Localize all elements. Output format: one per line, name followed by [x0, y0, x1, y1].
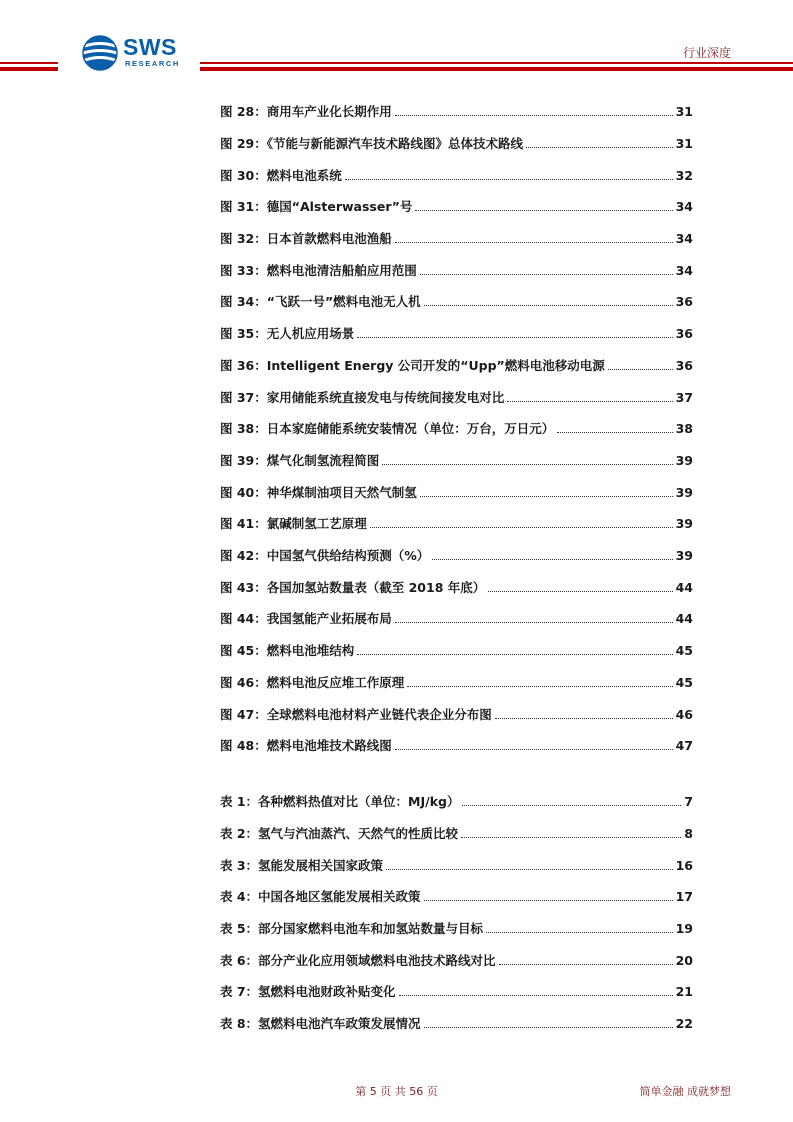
toc-entry-figure-48[interactable]	[220, 736, 693, 754]
dot-leader	[424, 305, 673, 306]
toc-entry-page: 36	[675, 294, 693, 309]
toc-entry-page: 34	[675, 231, 693, 246]
dot-leader	[382, 464, 672, 465]
toc-entry-page: 39	[675, 516, 693, 531]
toc-entry-figure-36[interactable]	[220, 356, 693, 374]
toc-entry-table-1[interactable]	[220, 792, 693, 810]
dot-leader	[357, 654, 672, 655]
toc-entry-page: 32	[675, 168, 693, 183]
dot-leader	[395, 622, 673, 623]
sws-globe-icon	[81, 33, 121, 73]
toc-entry-label: 图 39：煤气化制氢流程简图	[220, 453, 380, 468]
toc-entry-page: 47	[675, 738, 693, 753]
toc-entry-page: 39	[675, 485, 693, 500]
toc-entry-page: 39	[675, 453, 693, 468]
page-number: 第 5 页 共 56 页	[355, 1085, 438, 1098]
dot-leader	[395, 115, 673, 116]
toc-entry-page: 20	[675, 953, 693, 968]
dot-leader	[420, 274, 673, 275]
dot-leader	[432, 559, 672, 560]
toc-entry-figure-37[interactable]	[220, 388, 693, 406]
toc-entry-label: 图 46：燃料电池反应堆工作原理	[220, 675, 405, 690]
toc-entry-label: 表 8：氢燃料电池汽车政策发展情况	[220, 1016, 421, 1031]
header-rule-left	[0, 62, 58, 64]
dot-leader	[488, 591, 672, 592]
dot-leader	[486, 932, 673, 933]
toc-entry-page: 45	[675, 675, 693, 690]
dot-leader	[395, 242, 673, 243]
toc-entry-page: 45	[675, 643, 693, 658]
toc-entry-label: 表 3：氢能发展相关国家政策	[220, 858, 384, 873]
toc-entry-page: 7	[684, 794, 693, 809]
dot-leader	[370, 527, 673, 528]
toc-entry-label: 图 30：燃料电池系统	[220, 168, 342, 183]
dot-leader	[420, 496, 673, 497]
toc-entry-figure-29[interactable]	[220, 134, 693, 152]
toc-entry-table-3[interactable]	[220, 856, 693, 874]
dot-leader	[557, 432, 672, 433]
toc-entry-figure-28[interactable]	[220, 102, 693, 120]
toc-entry-label: 表 5：部分国家燃料电池车和加氢站数量与目标	[220, 921, 484, 936]
header-rule-right	[200, 62, 793, 64]
toc-entry-label: 图 31：德国“Alsterwasser”号	[220, 199, 413, 214]
toc-entry-figure-41[interactable]	[220, 514, 693, 532]
toc-entry-label: 图 44：我国氢能产业拓展布局	[220, 611, 392, 626]
toc-entry-page: 31	[675, 136, 693, 151]
toc-entry-page: 19	[675, 921, 693, 936]
toc-entry-page: 21	[675, 984, 693, 999]
dot-leader	[386, 869, 673, 870]
toc-entry-page: 44	[675, 580, 693, 595]
toc-entry-page: 46	[675, 707, 693, 722]
toc-entry-table-8[interactable]	[220, 1014, 693, 1032]
toc-entry-label: 表 1：各种燃料热值对比（单位：MJ/kg）	[220, 794, 460, 809]
toc-entry-page: 34	[675, 263, 693, 278]
toc-entry-page: 36	[675, 358, 693, 373]
dot-leader	[415, 210, 672, 211]
toc-entry-page: 37	[675, 390, 693, 405]
toc-entry-label: 表 7：氢燃料电池财政补贴变化	[220, 984, 396, 999]
toc-entry-figure-39[interactable]	[220, 451, 693, 469]
toc-entry-table-6[interactable]	[220, 951, 693, 969]
dot-leader	[462, 805, 681, 806]
toc-entry-figure-30[interactable]	[220, 166, 693, 184]
toc-entry-page: 36	[675, 326, 693, 341]
toc-entry-label: 图 42：中国氢气供给结构预测（%）	[220, 548, 430, 563]
toc-entry-label: 图 33：燃料电池清洁船舶应用范围	[220, 263, 417, 278]
toc-entry-figure-32[interactable]	[220, 229, 693, 247]
toc-entry-page: 17	[675, 889, 693, 904]
toc-entry-label: 图 45：燃料电池堆结构	[220, 643, 355, 658]
toc-entry-label: 图 47：全球燃料电池材料产业链代表企业分布图	[220, 707, 492, 722]
logo-subtext: RESEARCH	[125, 59, 180, 68]
toc-entry-page: 38	[675, 421, 693, 436]
toc-entry-label: 图 37：家用储能系统直接发电与传统间接发电对比	[220, 390, 505, 405]
dot-leader	[345, 179, 673, 180]
dot-leader	[495, 718, 673, 719]
dot-leader	[424, 900, 673, 901]
toc-entry-figure-34[interactable]	[220, 292, 693, 310]
toc-entry-label: 图 41：氯碱制氢工艺原理	[220, 516, 367, 531]
toc-entry-label: 图 32：日本首款燃料电池渔船	[220, 231, 392, 246]
toc-entry-page: 8	[684, 826, 693, 841]
toc-entry-page: 44	[675, 611, 693, 626]
toc-entry-label: 表 6：部分产业化应用领域燃料电池技术路线对比	[220, 953, 496, 968]
toc-entry-figure-42[interactable]	[220, 546, 693, 564]
dot-leader	[407, 686, 672, 687]
toc-entry-figure-45[interactable]	[220, 641, 693, 659]
dot-leader	[608, 369, 673, 370]
toc-entry-label: 表 4：中国各地区氢能发展相关政策	[220, 889, 421, 904]
toc-entry-label: 表 2：氢气与汽油蒸汽、天然气的性质比较	[220, 826, 459, 841]
dot-leader	[424, 1027, 673, 1028]
toc-entry-label: 图 29：《节能与新能源汽车技术路线图》总体技术路线	[220, 136, 523, 151]
toc-entry-table-4[interactable]	[220, 887, 693, 905]
toc-entry-figure-38[interactable]	[220, 419, 693, 437]
toc-entry-page: 31	[675, 104, 693, 119]
toc-entry-figure-43[interactable]	[220, 578, 693, 596]
dot-leader	[507, 401, 672, 402]
toc-entry-label: 图 38：日本家庭储能系统安装情况（单位：万台，万日元）	[220, 421, 555, 436]
logo-text: SWS	[123, 34, 177, 60]
dot-leader	[399, 995, 673, 996]
toc-entry-page: 39	[675, 548, 693, 563]
header-rule-left-thick	[0, 67, 58, 71]
toc-entry-figure-46[interactable]	[220, 673, 693, 691]
toc-entry-figure-44[interactable]	[220, 609, 693, 627]
dot-leader	[395, 749, 673, 750]
section-title: 行业深度	[682, 46, 731, 60]
toc-entry-label: 图 28：商用车产业化长期作用	[220, 104, 392, 119]
header-rule-right-thick	[200, 67, 793, 71]
toc-entry-table-5[interactable]	[220, 919, 693, 937]
toc-entry-label: 图 36：Intelligent Energy 公司开发的“Upp”燃料电池移动电源	[220, 358, 605, 373]
dot-leader	[526, 147, 673, 148]
toc-entry-figure-35[interactable]	[220, 324, 693, 342]
toc-entry-page: 16	[675, 858, 693, 873]
dot-leader	[357, 337, 672, 338]
footer-slogan: 简单金融 成就梦想	[639, 1085, 731, 1098]
dot-leader	[499, 964, 673, 965]
toc-entry-figure-47[interactable]	[220, 705, 693, 723]
toc-entry-page: 34	[675, 199, 693, 214]
sws-logo	[81, 33, 191, 73]
dot-leader	[461, 837, 681, 838]
toc-entry-label: 图 34：“飞跃一号”燃料电池无人机	[220, 294, 421, 309]
toc-entry-figure-31[interactable]	[220, 197, 693, 215]
toc-entry-label: 图 40：神华煤制油项目天然气制氢	[220, 485, 417, 500]
toc-entry-label: 图 48：燃料电池堆技术路线图	[220, 738, 392, 753]
toc-entry-table-7[interactable]	[220, 982, 693, 1000]
toc-entry-label: 图 35：无人机应用场景	[220, 326, 355, 341]
toc-entry-figure-40[interactable]	[220, 483, 693, 501]
toc-entry-figure-33[interactable]	[220, 261, 693, 279]
toc-entry-page: 22	[675, 1016, 693, 1031]
toc-entry-label: 图 43：各国加氢站数量表（截至 2018 年底）	[220, 580, 486, 595]
toc-entry-table-2[interactable]	[220, 824, 693, 842]
